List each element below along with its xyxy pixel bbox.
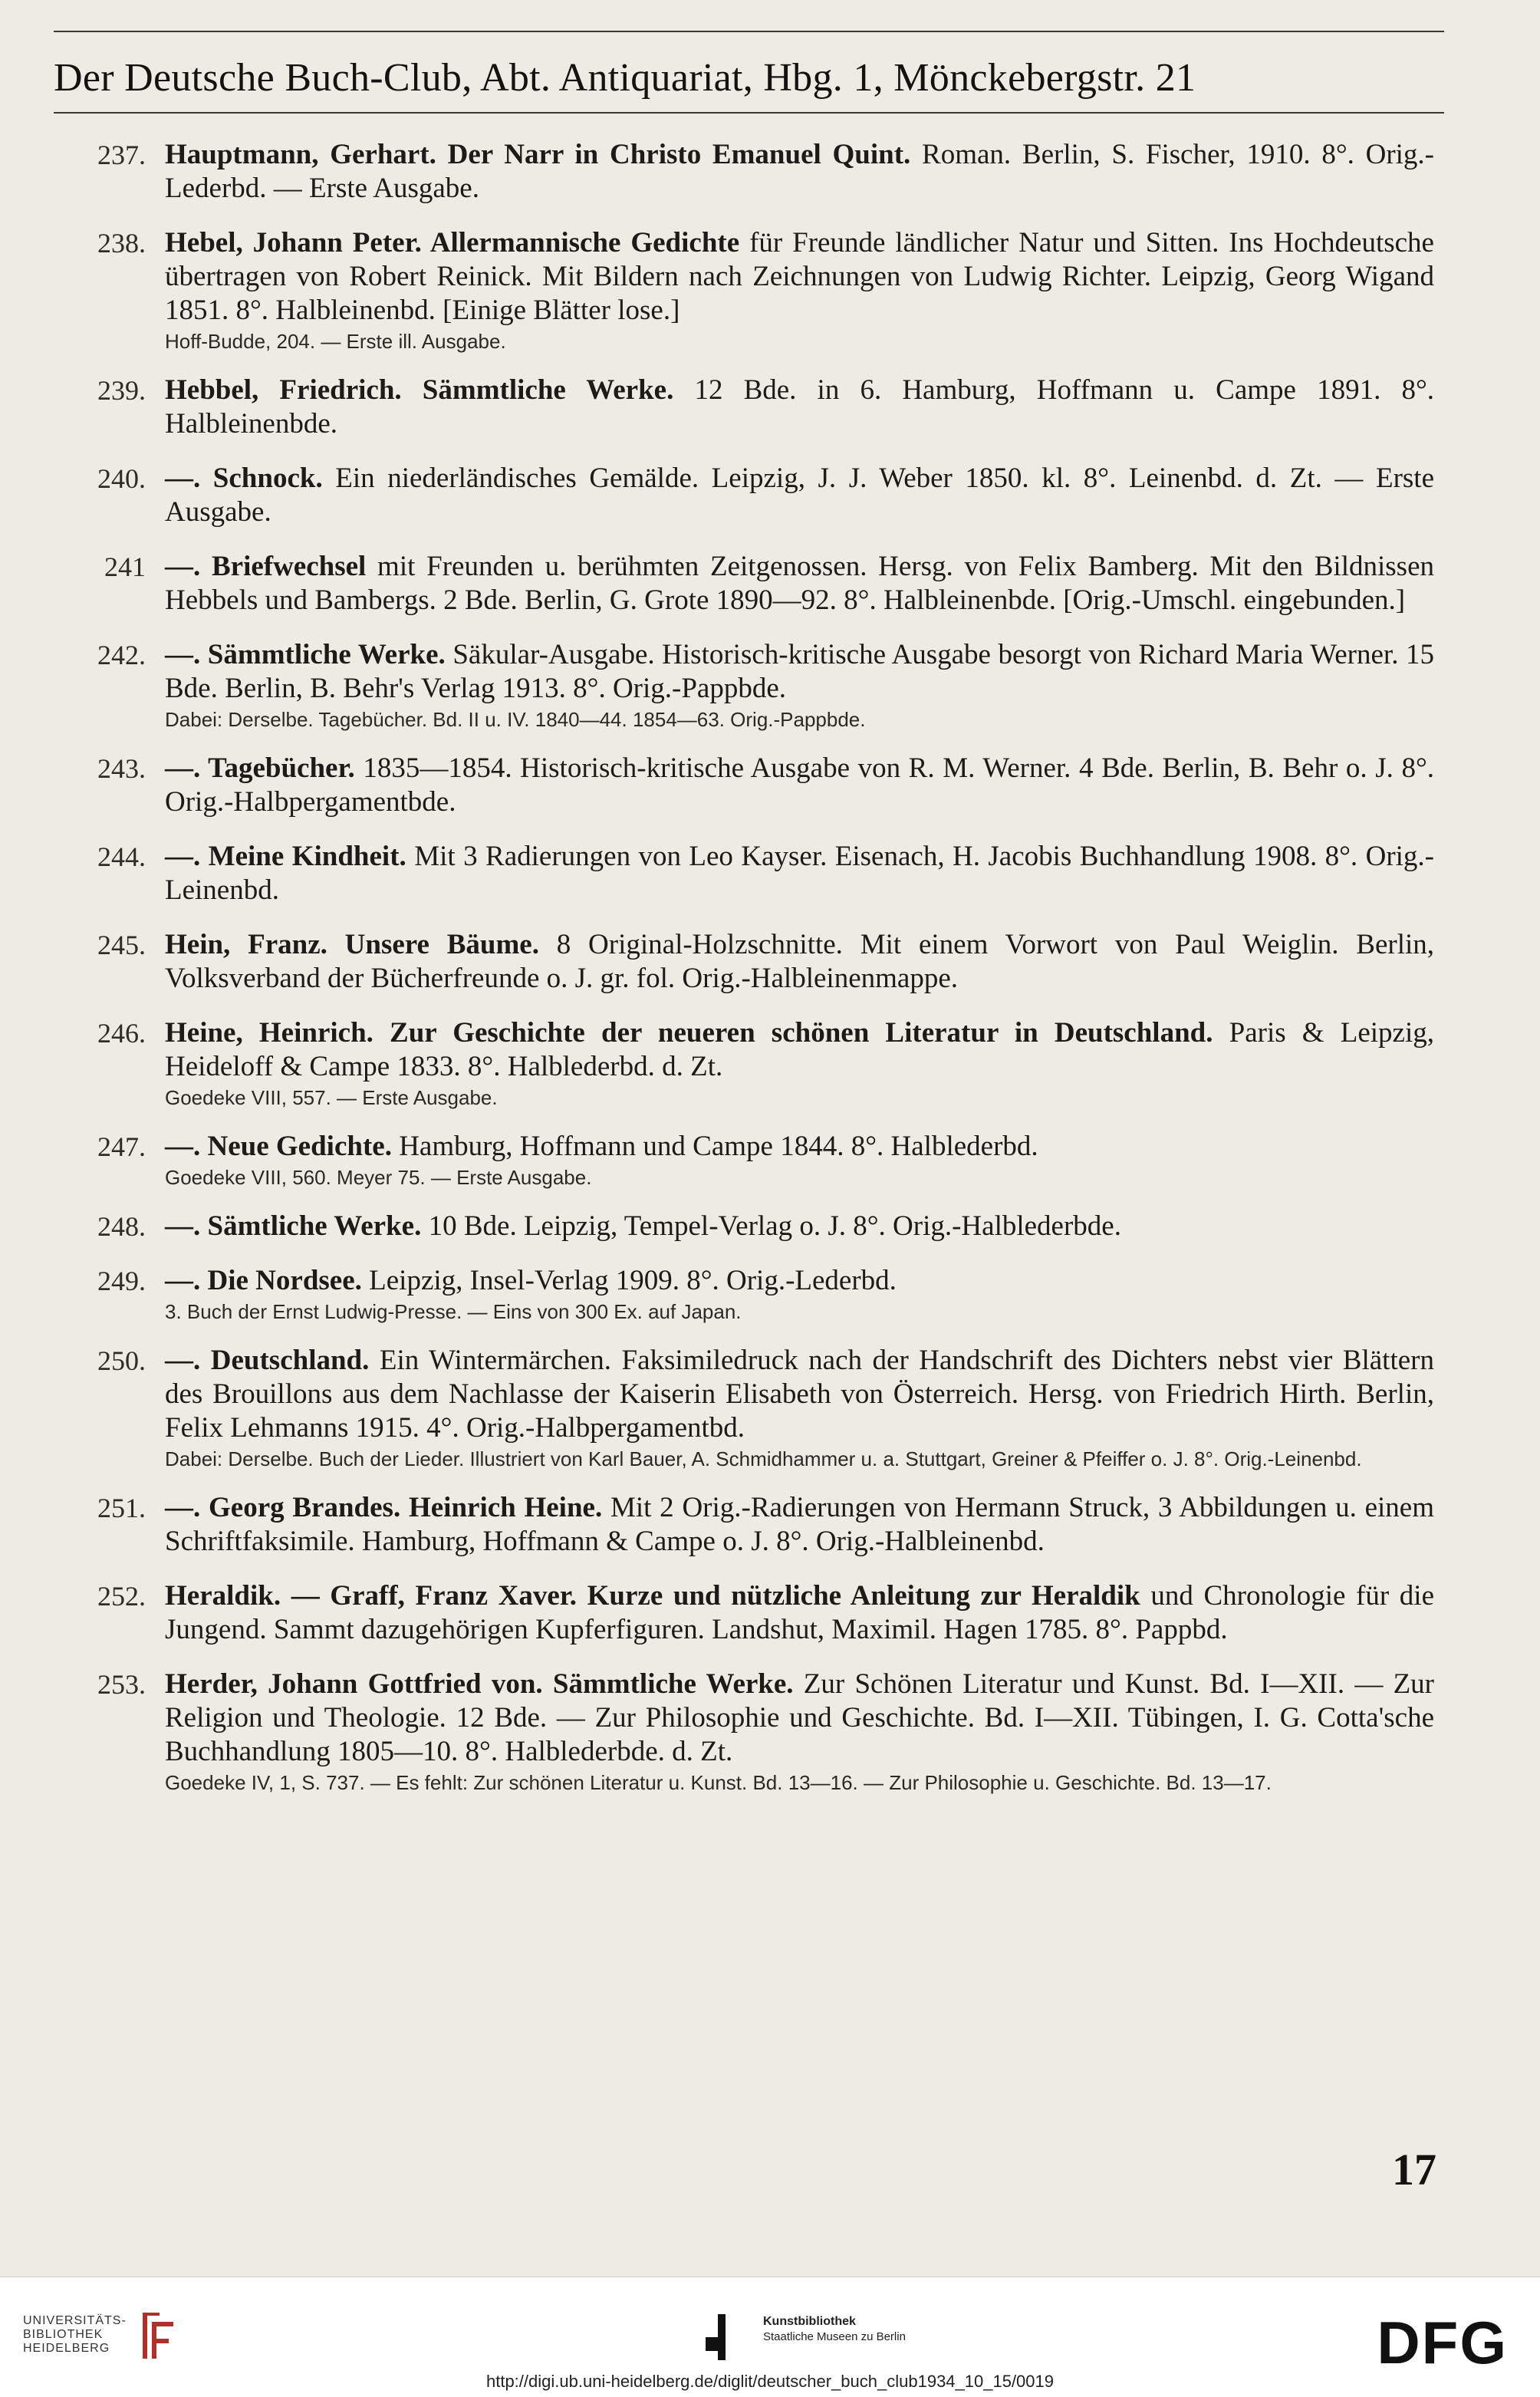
entry-details: Ein Wintermärchen. Faksimiledruck nach der Handschrift des Dichters nebst vier Blättern des Brouillons aus dem Nachlasse der Kaiserin Elisabeth von Österreich. Hersg. von Friedrich Hirth. Berlin, Felix Lehmanns 1915. 4°. Orig.-Halbpergamentbd.: [165, 1345, 1434, 1444]
entry-number: 241: [104, 552, 146, 582]
entry-title: Hebbel, Friedrich. Sämmtliche Werke.: [165, 374, 674, 406]
university-line-3: HEIDELBERG: [23, 2342, 110, 2355]
catalog-entry: [54, 1491, 1434, 1559]
catalog-entry: [54, 1668, 1434, 1794]
entry-details: mit Freunden u. berühmten Zeitgenossen. Hersg. von Felix Bamberg. Mit den Bildnissen Hebbels und Bambergs. 2 Bde. Berlin, G. Grote 1890—92. 8°. Halbleinenbde. [Orig.-Umschl. eingebunden.]: [165, 551, 1434, 616]
university-logo-icon: [137, 2308, 179, 2363]
entry-title: —. Neue Gedichte.: [165, 1131, 392, 1162]
entry-note: Dabei: Derselbe. Buch der Lieder. Illustriert von Karl Bauer, A. Schmidhammer u. a. Stuttgart, Greiner & Pfeiffer o. J. 8°. Orig.-Leinenbd.: [165, 1447, 1362, 1470]
entry-details: Zur Schönen Literatur und Kunst. Bd. I—XII. — Zur Religion und Theologie. 12 Bde. — Zur Philosophie und Geschichte. Bd. I—XII. Tübingen, I. G. Cotta'sche Buchhandlung 1805—10. 8°. Halblederbde. d. Zt.: [165, 1668, 1434, 1767]
entry-number: 253.: [97, 1669, 146, 1700]
entry-title: —. Die Nordsee.: [165, 1265, 362, 1296]
entry-title: —. Briefwechsel: [165, 551, 367, 582]
entry-description: [165, 226, 1434, 328]
catalog-entry: [54, 1210, 1434, 1243]
footer: [0, 2277, 1540, 2397]
header-rule-bottom: [54, 112, 1444, 114]
catalog-entry: [54, 1130, 1434, 1189]
catalog-entry: [54, 1264, 1434, 1323]
entry-description: [165, 638, 1434, 706]
university-line-1: UNIVERSITÄTS-: [23, 2314, 127, 2327]
entry-number: 249.: [97, 1266, 146, 1296]
entry-description: [165, 928, 1434, 996]
page-number: 17: [1392, 2145, 1436, 2195]
entry-description: [165, 1579, 1434, 1647]
entry-description: [165, 1491, 1434, 1559]
entry-description: [165, 1264, 1434, 1298]
entry-number: 250.: [97, 1345, 146, 1376]
entry-details: und Chronologie für die Jungend. Sammt dazugehörigen Kupferfiguren. Landshut, Maximil. Hagen 1785. 8°. Pappbd.: [165, 1580, 1434, 1645]
entry-number: 240.: [97, 463, 146, 494]
entry-number: 248.: [97, 1211, 146, 1242]
entry-title: —. Meine Kindheit.: [165, 841, 406, 872]
entry-number: 251.: [97, 1493, 146, 1523]
entry-title: Hein, Franz. Unsere Bäume.: [165, 929, 539, 960]
catalog-entry: [54, 1579, 1434, 1647]
entry-description: [165, 374, 1434, 441]
entry-description: [165, 462, 1434, 529]
entry-description: [165, 1210, 1434, 1243]
entry-details: Mit 3 Radierungen von Leo Kayser. Eisenach, H. Jacobis Buchhandlung 1908. 8°. Orig.-Leinenbd.: [165, 841, 1434, 906]
entry-number: 238.: [97, 228, 146, 258]
entry-number: 252.: [97, 1581, 146, 1612]
entry-description: [165, 1668, 1434, 1769]
entry-title: —. Georg Brandes. Heinrich Heine.: [165, 1492, 603, 1523]
entry-details: 1835—1854. Historisch-kritische Ausgabe von R. M. Werner. 4 Bde. Berlin, B. Behr o. J. 8°. Orig.-Halbpergamentbde.: [165, 752, 1434, 818]
entry-title: —. Tagebücher.: [165, 752, 355, 784]
entry-number: 237.: [97, 140, 146, 170]
entry-title: Herder, Johann Gottfried von. Sämmtliche Werke.: [165, 1668, 794, 1700]
page-header: Der Deutsche Buch-Club, Abt. Antiquariat, Hbg. 1, Mönckebergstr. 21: [54, 56, 1196, 100]
entry-number: 239.: [97, 375, 146, 406]
entry-details: 8 Original-Holzschnitte. Mit einem Vorwort von Paul Weiglin. Berlin, Volksverband der Bücherfreunde o. J. gr. fol. Orig.-Halbleinenmappe.: [165, 929, 1434, 994]
entry-note: Goedeke VIII, 557. — Erste Ausgabe.: [165, 1086, 498, 1109]
catalog-entries: [54, 138, 1434, 1815]
entry-title: Hauptmann, Gerhart. Der Narr in Christo Emanuel Quint.: [165, 139, 911, 170]
entry-number: 246.: [97, 1018, 146, 1049]
entry-note: Goedeke IV, 1, S. 737. — Es fehlt: Zur schönen Literatur u. Kunst. Bd. 13—16. — Zur Philosophie u. Geschichte. Bd. 13—17.: [165, 1771, 1272, 1794]
entry-details: Roman. Berlin, S. Fischer, 1910. 8°. Orig.-Lederbd. — Erste Ausgabe.: [165, 139, 1434, 204]
entry-description: [165, 1130, 1434, 1164]
catalog-entry: [54, 138, 1434, 206]
catalog-entry: [54, 928, 1434, 996]
entry-description: [165, 840, 1434, 907]
entry-title: —. Sämtliche Werke.: [165, 1210, 422, 1242]
catalog-entry: [54, 462, 1434, 529]
entry-note: Hoff-Budde, 204. — Erste ill. Ausgabe.: [165, 330, 506, 353]
kunstbibliothek-subtitle: Staatliche Museen zu Berlin: [763, 2330, 906, 2343]
university-line-2: BIBLIOTHEK: [23, 2328, 104, 2341]
entry-details: Leipzig, Insel-Verlag 1909. 8°. Orig.-Lederbd.: [361, 1265, 897, 1296]
entry-number: 244.: [97, 841, 146, 872]
catalog-entry: [54, 840, 1434, 907]
entry-details: 10 Bde. Leipzig, Tempel-Verlag o. J. 8°. Orig.-Halblederbde.: [421, 1210, 1121, 1242]
entry-title: —. Deutschland.: [165, 1345, 370, 1376]
entry-title: —. Sämmtliche Werke.: [165, 639, 446, 670]
kunstbibliothek-name: [763, 2314, 906, 2345]
catalog-entry: [54, 226, 1434, 353]
entry-title: —. Schnock.: [165, 463, 323, 494]
entry-number: 245.: [97, 930, 146, 960]
entry-number: 243.: [97, 753, 146, 784]
entry-note: Goedeke VIII, 560. Meyer 75. — Erste Ausgabe.: [165, 1166, 592, 1189]
kunstbibliothek-title: Kunstbibliothek: [763, 2315, 856, 2328]
entry-description: [165, 752, 1434, 819]
entry-description: [165, 1016, 1434, 1084]
entry-description: [165, 1344, 1434, 1445]
catalog-entry: [54, 1016, 1434, 1109]
entry-note: Dabei: Derselbe. Tagebücher. Bd. II u. IV. 1840—44. 1854—63. Orig.-Pappbde.: [165, 708, 866, 731]
entry-title: Heraldik. — Graff, Franz Xaver. Kurze und nützliche Anleitung zur Heraldik: [165, 1580, 1140, 1612]
header-rule-top: [54, 31, 1444, 32]
entry-title: Hebel, Johann Peter. Allermannische Gedichte: [165, 227, 740, 258]
catalog-entry: [54, 550, 1434, 617]
entry-details: Paris & Leipzig, Heideloff & Campe 1833. 8°. Halblederbd. d. Zt.: [165, 1017, 1434, 1082]
entry-details: für Freunde ländlicher Natur und Sitten. Ins Hochdeutsche übertragen von Robert Reinick. Mit Bildern nach Zeichnungen von Ludwig Richter. Leipzig, Georg Wigand 1851. 8°. Halbleinenbd. [Einige Blätter lose.]: [165, 227, 1434, 326]
catalog-entry: [54, 374, 1434, 441]
source-url[interactable]: http://digi.ub.uni-heidelberg.de/diglit/deutscher_buch_club1934_10_15/0019: [485, 2372, 1055, 2391]
entry-details: Mit 2 Orig.-Radierungen von Hermann Struck, 3 Abbildungen u. einem Schriftfaksimile. Hamburg, Hoffmann & Campe o. J. 8°. Orig.-Halbleinenbd.: [165, 1492, 1434, 1557]
dfg-logo: DFG: [1377, 2309, 1508, 2376]
entry-number: 242.: [97, 640, 146, 670]
entry-number: 247.: [97, 1131, 146, 1162]
entry-title: Heine, Heinrich. Zur Geschichte der neueren schönen Literatur in Deutschland.: [165, 1017, 1213, 1049]
catalog-entry: [54, 752, 1434, 819]
entry-note: 3. Buch der Ernst Ludwig-Presse. — Eins von 300 Ex. auf Japan.: [165, 1300, 742, 1323]
entry-description: [165, 138, 1434, 206]
kunstbibliothek-logo-icon: [704, 2314, 735, 2360]
catalog-entry: [54, 638, 1434, 731]
entry-details: Ein niederländisches Gemälde. Leipzig, J. J. Weber 1850. kl. 8°. Leinenbd. d. Zt. — Erste Ausgabe.: [165, 463, 1435, 528]
entry-details: Hamburg, Hoffmann und Campe 1844. 8°. Halblederbd.: [391, 1131, 1038, 1162]
catalog-entry: [54, 1344, 1434, 1470]
university-library-name: [23, 2314, 127, 2356]
entry-details: 12 Bde. in 6. Hamburg, Hoffmann u. Campe 1891. 8°. Halbleinenbde.: [165, 374, 1434, 440]
entry-description: [165, 550, 1434, 617]
entry-details: Säkular-Ausgabe. Historisch-kritische Ausgabe besorgt von Richard Maria Werner. 15 Bde. Berlin, B. Behr's Verlag 1913. 8°. Orig.-Pappbde.: [165, 639, 1434, 704]
